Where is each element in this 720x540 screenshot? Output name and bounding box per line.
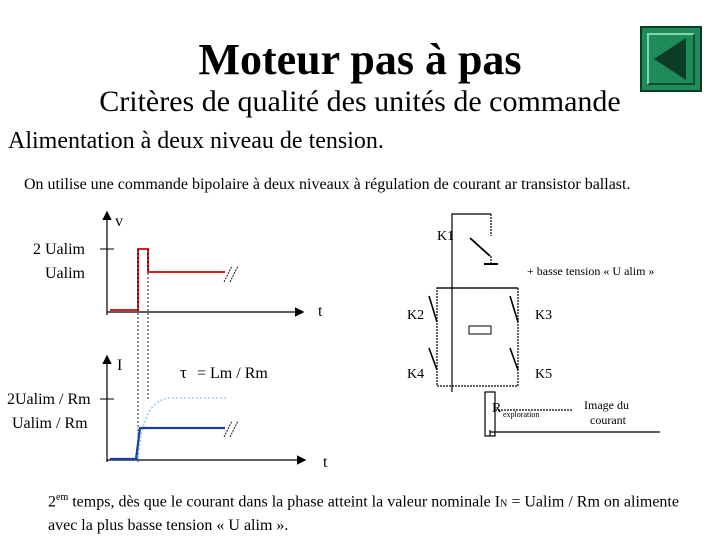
k2-switch <box>429 296 437 322</box>
current-low-label: Ualim / Rm <box>12 415 88 432</box>
k4-switch <box>429 348 437 370</box>
level-high-label: 2 Ualim <box>33 241 85 258</box>
voltage-y-axis-label: v <box>115 213 123 230</box>
k5-switch <box>510 348 518 370</box>
footer-sup: em <box>56 492 69 503</box>
current-dotted-curve <box>138 398 228 458</box>
level-low-label: Ualim <box>45 265 85 282</box>
motor-winding <box>469 326 491 334</box>
k4-label: K4 <box>407 367 425 382</box>
k5-label: K5 <box>535 367 553 382</box>
page-subtitle: Critères de qualité des unités de commande <box>99 85 621 118</box>
section-heading: Alimentation à deux niveau de tension. <box>8 128 384 154</box>
voltage-break-mark-1 <box>224 266 232 282</box>
page-title: Moteur pas à pas <box>198 35 522 84</box>
k2-label: K2 <box>407 308 425 323</box>
voltage-curve <box>110 249 225 310</box>
current-break-mark-2 <box>230 421 238 437</box>
resistor-label: R <box>492 401 502 416</box>
tau-formula: = Lm / Rm <box>197 365 268 382</box>
current-high-label: 2Ualim / Rm <box>7 391 91 408</box>
footer-text <box>48 487 708 537</box>
supply-label: + basse tension « U alim » <box>527 264 655 278</box>
current-curve <box>110 428 225 459</box>
current-break-mark-1 <box>224 421 232 437</box>
voltage-break-mark-2 <box>230 266 238 282</box>
current-graph <box>7 357 328 471</box>
ground-wire <box>490 430 660 436</box>
current-x-axis-label: t <box>323 454 328 471</box>
image-label-line1: Image du <box>584 398 629 412</box>
tau-symbol: τ <box>180 363 187 382</box>
k1-label: K1 <box>437 229 455 244</box>
resistor-sub-label: exploration <box>503 410 540 419</box>
voltage-x-axis-label: t <box>318 303 323 320</box>
bridge-frame <box>437 288 518 386</box>
back-button[interactable] <box>640 26 702 92</box>
footer-part3: = Ualim / Rm on alimente avec la plus basse tension « U alim ». <box>48 493 679 535</box>
voltage-graph <box>33 213 323 320</box>
footer-part2: temps, dès que le courant dans la phase atteint la valeur nominale I <box>68 493 501 511</box>
k1-switch <box>470 238 490 256</box>
supply-wire-top <box>452 214 491 392</box>
back-triangle-icon <box>640 26 702 92</box>
footer-sub: N <box>500 498 508 510</box>
k3-label: K3 <box>535 308 553 323</box>
circuit-diagram <box>429 214 660 436</box>
image-label-line2: courant <box>590 413 626 427</box>
intro-text: On utilise une commande bipolaire à deux niveaux à régulation de courant ar transistor ballast. <box>24 176 631 193</box>
footer-part1: 2 <box>48 493 56 511</box>
current-y-axis-label: I <box>117 357 123 374</box>
circuit-labels <box>407 229 654 427</box>
k3-switch <box>510 296 518 322</box>
sense-resistor <box>485 392 495 436</box>
